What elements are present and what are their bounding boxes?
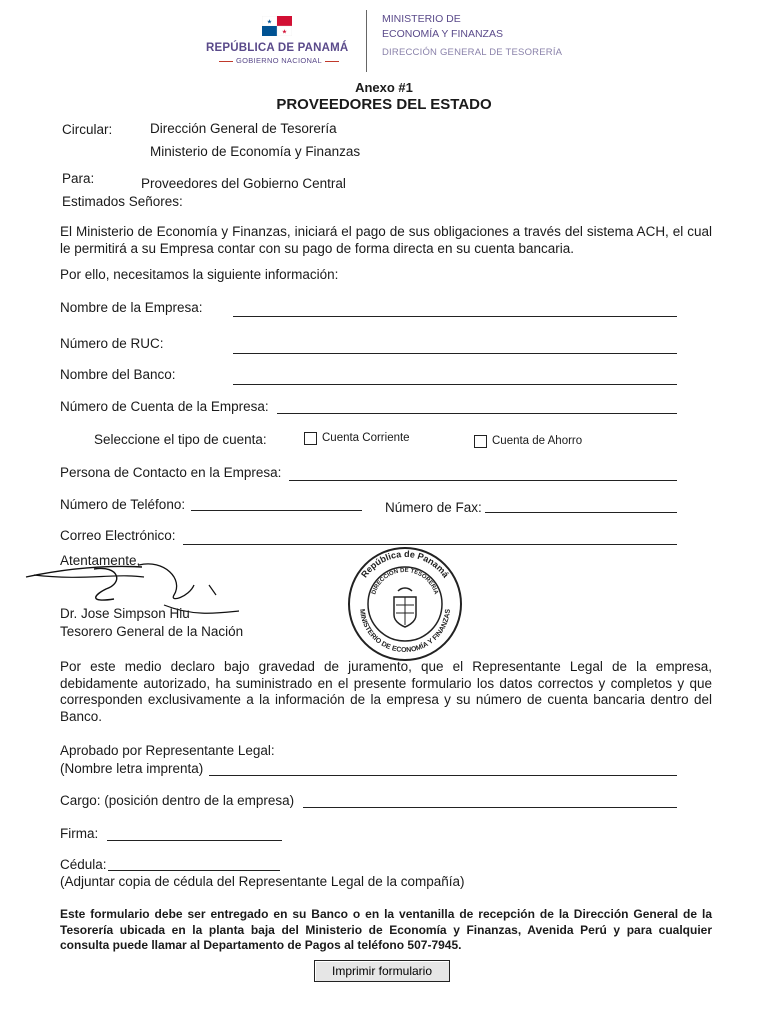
circular-line-2: Ministerio de Economía y Finanzas [150,144,361,159]
signer-title: Tesorero General de la Nación [60,624,244,639]
treasury-seal-icon [344,545,466,663]
print-name-label: (Nombre letra imprenta) [60,761,204,776]
approved-by-label: Aprobado por Representante Legal: [60,743,275,758]
svg-text:DIRECCIÓN DE TESORERÍA [371,568,439,596]
account-field[interactable] [277,413,677,414]
fax-label: Número de Fax: [385,500,482,515]
para-label: Para: [62,171,95,186]
signature-field[interactable] [107,840,282,841]
svg-text:★: ★ [281,29,288,36]
checking-account-label: Cuenta Corriente [322,432,410,444]
regards-text: Atentamente, [60,553,141,568]
circular-label: Circular: [62,122,113,137]
ministry-line-1: MINISTERIO DE [382,13,461,25]
phone-label: Número de Teléfono: [60,497,186,512]
bank-label: Nombre del Banco: [60,367,176,382]
seal-top-text: República de Panamá [359,548,451,580]
print-form-button[interactable]: Imprimir formulario [314,960,450,982]
bank-field[interactable] [233,384,677,385]
svg-text:República de Panamá [359,549,451,580]
circular-line-1: Dirección General de Tesorería [150,121,337,136]
signer-name: Dr. Jose Simpson Hiu [60,606,190,621]
intro-paragraph: El Ministerio de Economía y Finanzas, iniciará el pago de sus obligaciones a través del sistema ACH, el cual le permitirá a su Empresa contar con su pago de forma directa en su cuenta bancaria. [60,224,712,256]
fax-field[interactable] [485,512,677,513]
representative-name-field[interactable] [209,775,677,776]
company-name-label: Nombre de la Empresa: [60,300,203,315]
account-type-label: Seleccione el tipo de cuenta: [94,432,267,447]
savings-account-checkbox[interactable] [474,435,487,448]
para-value: Proveedores del Gobierno Central [141,176,346,191]
delivery-instructions: Este formulario debe ser entregado en su Banco o en la ventanilla de recepción de la Dirección General de la Tesorería ubicada en la planta baja del Ministerio de Economía y Finanzas, Avenida Perú y para cualquier consulta puede llamar al Departamento de Pagos al teléfono 507-7945. [60,907,712,952]
position-field[interactable] [303,807,677,808]
id-note: (Adjuntar copia de cédula del Representante Legal de la compañía) [60,874,465,889]
seal-bottom-text: MINISTERIO DE ECONOMÍA Y FINANZAS [357,608,452,655]
request-text: Por ello, necesitamos la siguiente información: [60,267,339,282]
id-field[interactable] [108,870,280,871]
declaration-paragraph: Por este medio declaro bajo gravedad de juramento, que el Representante Legal de la empresa, debidamente autorizado, ha suministrado en el presente formulario los datos correctos y completos y que corresponden exclusivamente a la información de la empresa y su número de cuenta bancaria dentro del Banco. [60,659,712,724]
contact-label: Persona de Contacto en la Empresa: [60,465,282,480]
email-label: Correo Electrónico: [60,528,176,543]
country-name: REPÚBLICA DE PANAMÁ [206,42,349,54]
checking-account-checkbox[interactable] [304,432,317,445]
account-label: Número de Cuenta de la Empresa: [60,399,269,414]
position-label: Cargo: (posición dentro de la empresa) [60,793,295,808]
directorate-label: DIRECCIÓN GENERAL DE TESORERÍA [382,47,563,58]
panama-flag-icon [262,16,292,36]
svg-text:★: ★ [266,19,273,26]
savings-account-label: Cuenta de Ahorro [492,435,583,447]
company-name-field[interactable] [233,316,677,317]
id-label: Cédula: [60,857,107,872]
phone-field[interactable] [191,510,362,511]
seal-inner-text: DIRECCIÓN DE TESORERÍA [371,567,439,596]
government-label: GOBIERNO NACIONAL [216,56,342,65]
header-divider [366,10,367,72]
ministry-line-2: ECONOMÍA Y FINANZAS [382,28,503,40]
document-title: PROVEEDORES DEL ESTADO [276,96,492,113]
greeting: Estimados Señores: [62,194,183,209]
contact-field[interactable] [289,480,677,481]
ruc-field[interactable] [233,353,677,354]
ruc-label: Número de RUC: [60,336,164,351]
annex-label: Anexo #1 [355,80,413,95]
signature-label: Firma: [60,826,99,841]
